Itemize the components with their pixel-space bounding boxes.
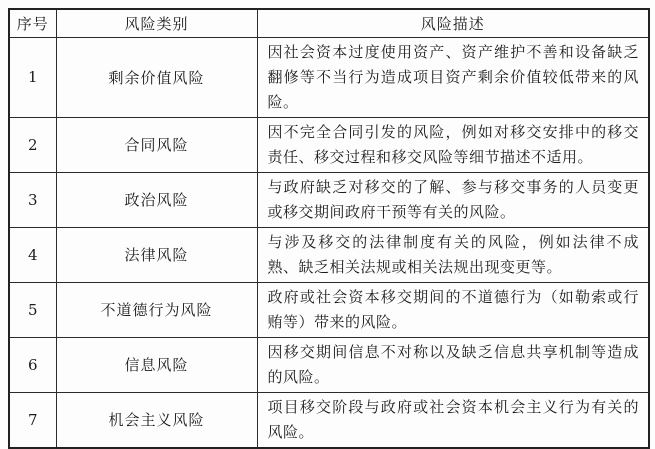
table-row — [9, 282, 649, 337]
row-no: 4 — [9, 227, 56, 282]
row-description: 政府或社会资本移交期间的不道德行为（如勒索或行贿等）带来的风险。 — [257, 282, 649, 337]
row-description: 因社会资本过度使用资产、资产维护不善和设备缺乏翻修等不当行为造成项目资产剩余价值较低带来的风险。 — [257, 37, 649, 117]
row-category: 政治风险 — [56, 172, 257, 227]
row-category: 合同风险 — [56, 117, 257, 172]
row-description: 与涉及移交的法律制度有关的风险，例如法律不成熟、缺乏相关法规或相关法规出现变更等。 — [257, 227, 649, 282]
row-no: 3 — [9, 172, 56, 227]
row-description: 因移交期间信息不对称以及缺乏信息共享机制等造成的风险。 — [257, 337, 649, 392]
row-no: 1 — [9, 37, 56, 117]
row-category: 剩余价值风险 — [56, 37, 257, 117]
row-description: 与政府缺乏对移交的了解、参与移交事务的人员变更或移交期间政府干预等有关的风险。 — [257, 172, 649, 227]
header-category: 风险类别 — [56, 9, 257, 37]
row-description: 因不完全合同引发的风险，例如对移交安排中的移交责任、移交过程和移交风险等细节描述不适用。 — [257, 117, 649, 172]
table-header-row — [9, 9, 649, 37]
table-row — [9, 37, 649, 117]
row-category: 不道德行为风险 — [56, 282, 257, 337]
table-row — [9, 227, 649, 282]
table-row — [9, 172, 649, 227]
row-category: 机会主义风险 — [56, 392, 257, 448]
row-no: 6 — [9, 337, 56, 392]
risk-table — [8, 8, 650, 449]
row-no: 5 — [9, 282, 56, 337]
row-no: 2 — [9, 117, 56, 172]
table-row — [9, 392, 649, 448]
row-category: 信息风险 — [56, 337, 257, 392]
header-description: 风险描述 — [257, 9, 649, 37]
row-description: 项目移交阶段与政府或社会资本机会主义行为有关的风险。 — [257, 392, 649, 448]
table-row — [9, 117, 649, 172]
row-category: 法律风险 — [56, 227, 257, 282]
table-row — [9, 337, 649, 392]
row-no: 7 — [9, 392, 56, 448]
header-no: 序号 — [9, 9, 56, 37]
